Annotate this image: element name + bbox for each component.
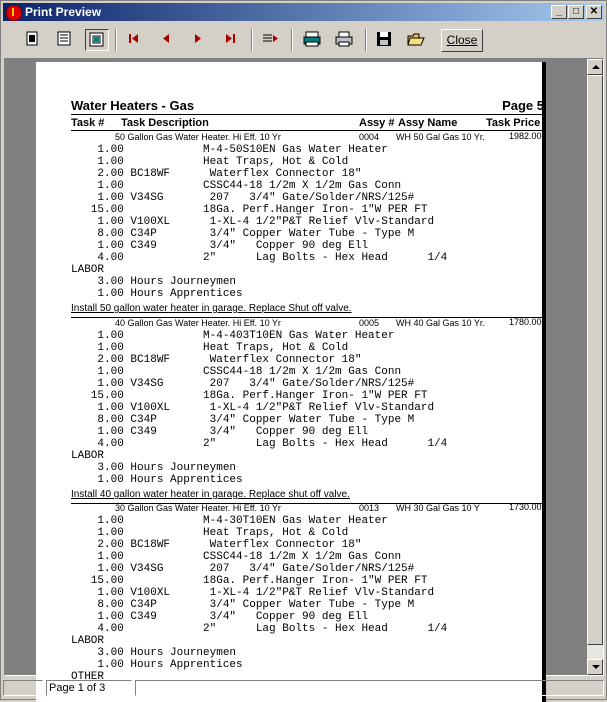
status-pane-blank — [3, 680, 43, 696]
report-page-number: Page 5 — [502, 98, 544, 113]
preview-area — [4, 58, 604, 683]
scroll-down-button[interactable] — [587, 659, 603, 675]
line-item: 1.00 M-4-403T10EN Gas Water Heater — [71, 330, 395, 342]
section-assy-no: 0013 — [359, 503, 380, 513]
line-item: 4.00 2" Lag Bolts - Hex Head 1/4 — [71, 252, 448, 264]
toolbar-separator — [291, 29, 293, 51]
line-item: 1.00 C349 3/4" Copper 90 deg Ell — [71, 611, 369, 623]
printer-setup-icon — [301, 29, 323, 49]
line-item: 1.00 V100XL 1-XL-4 1/2"P&T Relief Vlv-Standard — [71, 587, 435, 599]
toolbar-separator — [115, 29, 117, 51]
line-item: 8.00 C34P 3/4" Copper Water Tube - Type M — [71, 414, 415, 426]
previous-page-icon — [155, 29, 177, 49]
section-description: 40 Gallon Gas Water Heater. Hi Eff. 10 Yr — [115, 318, 281, 328]
toolbar-separator — [365, 29, 367, 51]
line-item: 1.00 C349 3/4" Copper 90 deg Ell — [71, 240, 369, 252]
line-item: 1.00 CSSC44-18 1/2m X 1/2m Gas Conn — [71, 180, 402, 192]
section-assy-no: 0004 — [359, 132, 380, 142]
section-assy-name: WH 30 Gal Gas 10 Y — [396, 503, 480, 513]
line-item: 1.00 V34SG 207 3/4" Gate/Solder/NRS/125# — [71, 378, 415, 390]
first-page-button[interactable] — [123, 29, 147, 51]
header-underline — [71, 130, 544, 131]
print-button[interactable] — [333, 29, 357, 51]
section-assy-name: WH 50 Gal Gas 10 Yr. — [396, 132, 485, 142]
line-item: 1.00 Heat Traps, Hot & Cold — [71, 156, 349, 168]
maximize-button[interactable]: □ — [568, 5, 584, 19]
line-item: LABOR — [71, 635, 105, 647]
next-page-icon — [187, 29, 209, 49]
line-item: 1.00 CSSC44-18 1/2m X 1/2m Gas Conn — [71, 366, 402, 378]
line-item: 1.00 M-4-30T10EN Gas Water Heater — [71, 515, 388, 527]
line-item: 1.00 M-4-50S10EN Gas Water Heater — [71, 144, 388, 156]
vertical-scrollbar[interactable] — [587, 59, 603, 675]
close-button[interactable]: Close — [441, 29, 483, 52]
line-item: 4.00 2" Lag Bolts - Hex Head 1/4 — [71, 438, 448, 450]
line-item: 3.00 Hours Journeymen — [71, 647, 237, 659]
line-item: 15.00 18Ga. Perf.Hanger Iron- 1"W PER FT — [71, 390, 428, 402]
app-icon — [6, 5, 22, 21]
line-item: 15.00 18Ga. Perf.Hanger Iron- 1"W PER FT — [71, 575, 428, 587]
line-item: 2.00 BC18WF Waterflex Connector 18" — [71, 539, 362, 551]
title-bar — [3, 3, 604, 21]
one-page-view-button[interactable] — [21, 29, 45, 51]
section-note: Install 40 gallon water heater in garage. Replace shut off valve. — [71, 489, 350, 500]
two-page-view-button[interactable] — [53, 29, 77, 51]
close-window-button[interactable]: ✕ — [586, 5, 602, 19]
line-item: 1.00 V34SG 207 3/4" Gate/Solder/NRS/125# — [71, 563, 415, 575]
line-item: 8.00 C34P 3/4" Copper Water Tube - Type M — [71, 228, 415, 240]
section-price: 1780.00 — [509, 317, 542, 327]
line-item: 1.00 CSSC44-18 1/2m X 1/2m Gas Conn — [71, 551, 402, 563]
line-item: 2.00 BC18WF Waterflex Connector 18" — [71, 354, 362, 366]
window-title: Print Preview — [25, 5, 102, 19]
section-price: 1982.00 — [509, 131, 542, 141]
next-page-button[interactable] — [187, 29, 211, 51]
zoom-view-button[interactable] — [85, 29, 109, 51]
open-button[interactable] — [405, 29, 429, 51]
line-item: 1.00 Hours Apprentices — [71, 474, 243, 486]
status-bar — [3, 679, 604, 697]
section-description: 50 Gallon Gas Water Heater. Hi Eff. 10 Yr — [115, 132, 281, 142]
line-item: 2.00 BC18WF Waterflex Connector 18" — [71, 168, 362, 180]
report-title: Water Heaters - Gas — [71, 98, 195, 113]
line-item: 1.00 Hours Apprentices — [71, 288, 243, 300]
line-item: 1.00 V100XL 1-XL-4 1/2"P&T Relief Vlv-Standard — [71, 216, 435, 228]
line-item: 1.00 Hours Apprentices — [71, 659, 243, 671]
header-task-price: Task Price — [486, 117, 541, 129]
line-item: 1.00 Heat Traps, Hot & Cold — [71, 527, 349, 539]
header-assy-no: Assy # — [359, 117, 395, 129]
header-assy-name: Assy Name — [398, 117, 458, 129]
one-page-icon — [21, 29, 43, 49]
goto-page-icon — [259, 29, 281, 49]
page-lines-icon — [53, 29, 75, 49]
line-item: 3.00 Hours Journeymen — [71, 462, 237, 474]
status-pane-empty — [135, 680, 604, 696]
arrow-up-icon — [592, 65, 600, 69]
status-page-indicator: Page 1 of 3 — [46, 680, 132, 696]
section-description: 30 Gallon Gas Water Heater. Hi Eff. 10 Yr — [115, 503, 281, 513]
save-button[interactable] — [373, 29, 397, 51]
line-item: OTHER — [71, 671, 105, 683]
minimize-button[interactable]: _ — [551, 5, 567, 19]
first-page-icon — [123, 29, 145, 49]
last-page-button[interactable] — [219, 29, 243, 51]
line-item: LABOR — [71, 264, 105, 276]
zoom-page-icon — [86, 30, 108, 50]
section-assy-name: WH 40 Gal Gas 10 Yr. — [396, 318, 485, 328]
open-folder-icon — [405, 29, 427, 49]
line-item: 4.00 2" Lag Bolts - Hex Head 1/4 — [71, 623, 448, 635]
section-assy-no: 0005 — [359, 318, 380, 328]
previous-page-button[interactable] — [155, 29, 179, 51]
printer-icon — [333, 29, 355, 49]
line-item: 1.00 Heat Traps, Hot & Cold — [71, 342, 349, 354]
line-item: 1.00 C349 3/4" Copper 90 deg Ell — [71, 426, 369, 438]
printer-setup-button[interactable] — [301, 29, 325, 51]
scroll-thumb[interactable] — [587, 75, 603, 645]
line-item: 1.00 V34SG 207 3/4" Gate/Solder/NRS/125# — [71, 192, 415, 204]
section-price: 1730.00 — [509, 502, 542, 512]
toolbar-separator — [251, 29, 253, 51]
report-page — [36, 62, 542, 702]
goto-page-button[interactable] — [259, 29, 283, 51]
toolbar — [3, 23, 604, 57]
line-item: 3.00 Hours Journeymen — [71, 276, 237, 288]
line-item: 8.00 C34P 3/4" Copper Water Tube - Type M — [71, 599, 415, 611]
header-task-description: Task Description — [121, 117, 209, 129]
line-item: 1.00 V100XL 1-XL-4 1/2"P&T Relief Vlv-Standard — [71, 402, 435, 414]
line-item: 15.00 18Ga. Perf.Hanger Iron- 1"W PER FT — [71, 204, 428, 216]
header-task-no: Task # — [71, 117, 105, 129]
last-page-icon — [219, 29, 241, 49]
header-rule — [71, 114, 544, 115]
line-item: LABOR — [71, 450, 105, 462]
arrow-down-icon — [592, 665, 600, 669]
floppy-disk-icon — [373, 29, 395, 49]
scroll-up-button[interactable] — [587, 59, 603, 75]
section-note: Install 50 gallon water heater in garage. Replace Shut off valve. — [71, 303, 352, 314]
